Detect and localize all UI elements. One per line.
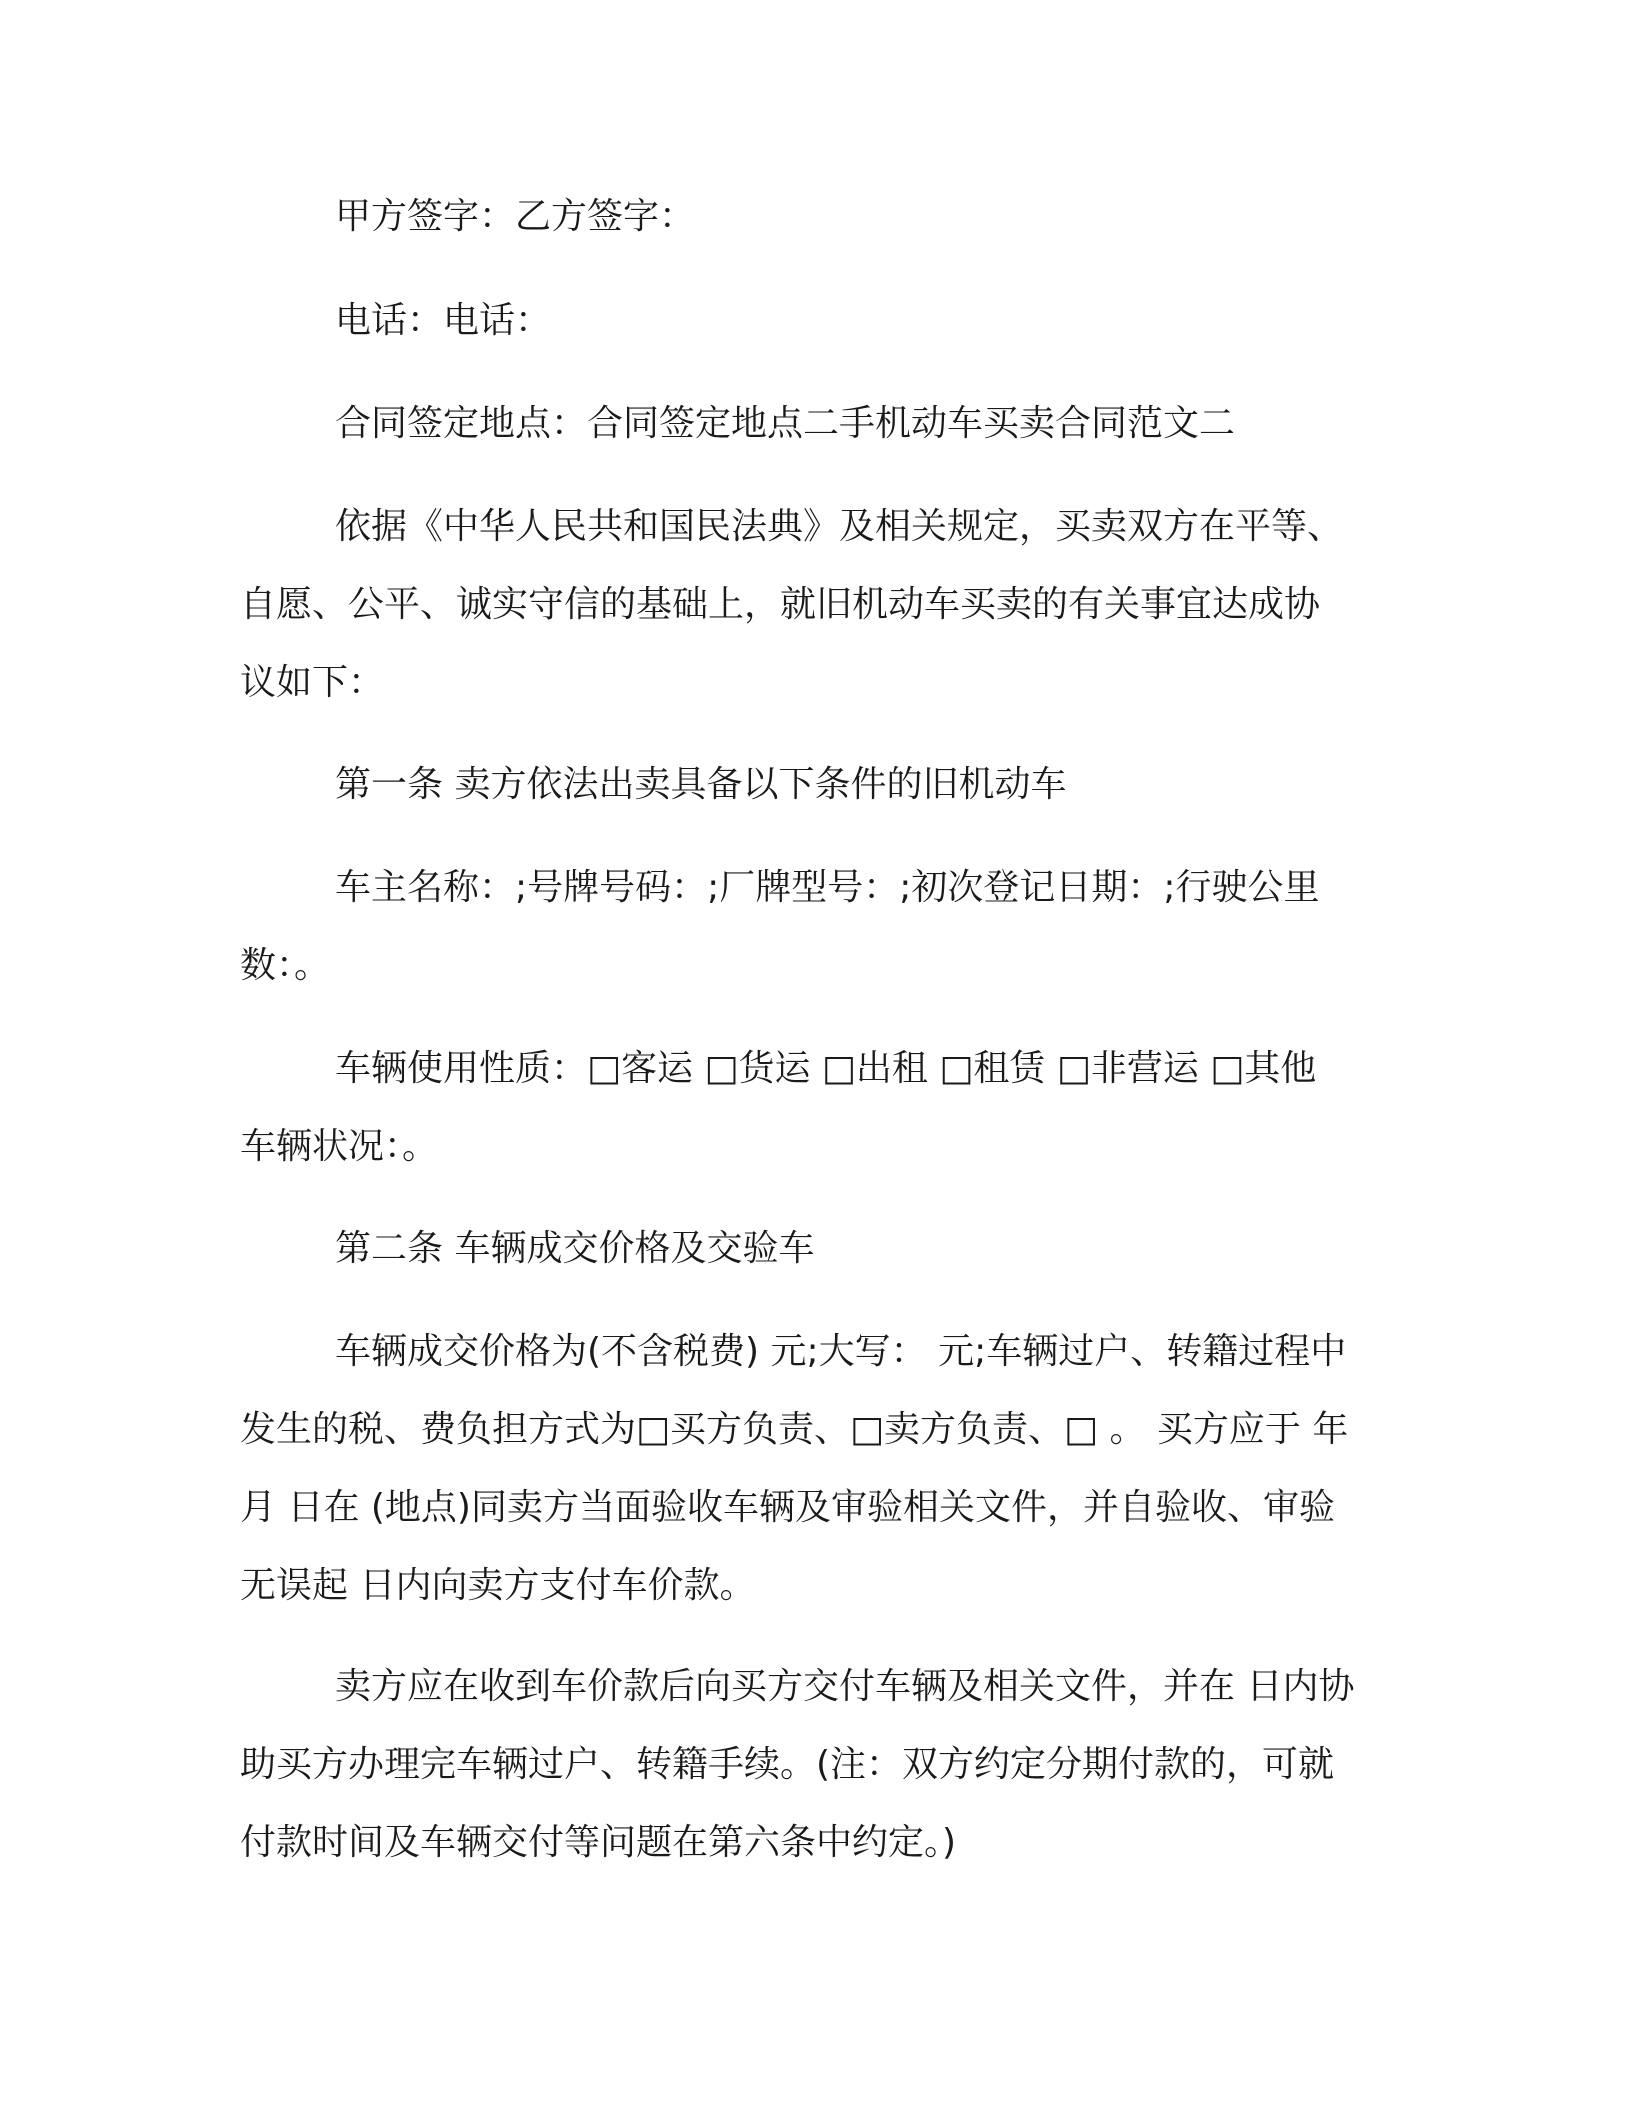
signature-line: [240, 178, 1430, 256]
price-line: 发生的税、费负担方式为□买方负责、□卖方负责、□ 。 买方应于 年: [240, 1409, 1349, 1450]
price-line: 月 日在 (地点)同卖方当面验收车辆及审验相关文件，并自验收、审验: [240, 1487, 1335, 1528]
intro-paragraph: [240, 488, 1430, 722]
delivery-line: 卖方应在收到车价款后向买方交付车辆及相关文件，并在 日内协: [335, 1666, 1355, 1707]
signature-line-text: 甲方签字：乙方签字：: [335, 196, 696, 237]
article-1-title: [240, 746, 1430, 824]
vehicle-info-paragraph: [240, 849, 1430, 1005]
vehicle-info-line: 数：。: [240, 945, 331, 986]
phone-line-text: 电话：电话：: [335, 300, 552, 341]
phone-line: [240, 282, 1430, 360]
intro-line: 依据《中华人民共和国民法典》及相关规定，买卖双方在平等、: [335, 506, 1344, 547]
price-paragraph: [240, 1313, 1430, 1625]
vehicle-status-line: 车辆状况：。: [240, 1126, 439, 1167]
intro-line: 议如下：: [240, 662, 385, 703]
price-line: 无误起 日内向卖方支付车价款。: [240, 1565, 756, 1606]
vehicle-use-line: 车辆使用性质：□客运 □货运 □出租 □租赁 □非营运 □其他: [335, 1048, 1317, 1089]
vehicle-info-line: 车主名称：;号牌号码：;厂牌型号：;初次登记日期：;行驶公里: [335, 867, 1320, 908]
price-line: 车辆成交价格为(不含税费) 元;大写： 元;车辆过户、转籍过程中: [335, 1331, 1347, 1372]
article-2-title-text: 第二条 车辆成交价格及交验车: [335, 1228, 815, 1269]
delivery-line: 助买方办理完车辆过户、转籍手续。(注：双方约定分期付款的，可就: [240, 1744, 1335, 1785]
delivery-line: 付款时间及车辆交付等问题在第六条中约定。): [240, 1822, 957, 1863]
article-2-title: [240, 1210, 1430, 1288]
contract-place-text: 合同签定地点：合同签定地点二手机动车买卖合同范文二: [335, 403, 1236, 444]
delivery-paragraph: [240, 1648, 1430, 1882]
contract-place-line: [240, 385, 1430, 463]
article-1-title-text: 第一条 卖方依法出卖具备以下条件的旧机动车: [335, 764, 1067, 805]
intro-line: 自愿、公平、诚实守信的基础上，就旧机动车买卖的有关事宜达成协: [240, 584, 1321, 625]
vehicle-use-paragraph: [240, 1030, 1430, 1186]
